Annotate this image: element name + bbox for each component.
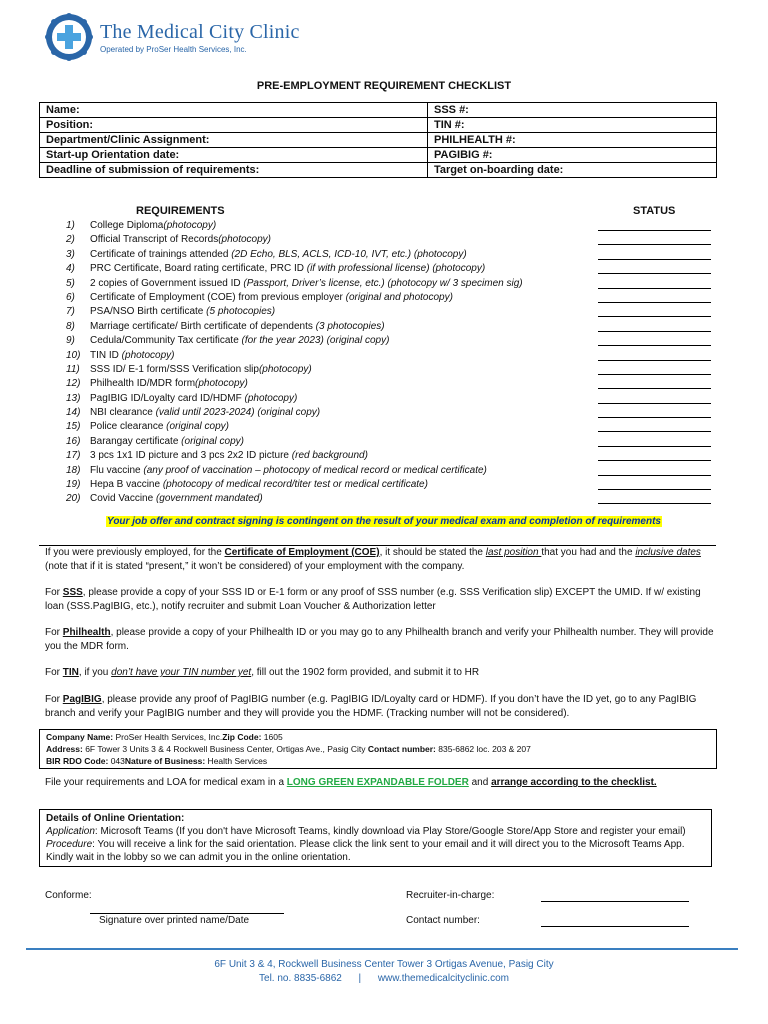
requirement-text: Certificate of trainings attended (2D Echo, BLS, ACLS, ICD-10, IVT, etc.) (photocopy): [90, 248, 467, 260]
requirement-number: 19): [66, 479, 81, 491]
status-line[interactable]: [598, 345, 711, 346]
status-line[interactable]: [598, 489, 711, 490]
requirement-item: [66, 262, 716, 276]
status-line[interactable]: [598, 374, 711, 375]
requirement-item: [66, 233, 716, 247]
file-instructions: File your requirements and LOA for medical exam in a LONG GREEN EXPANDABLE FOLDER and arrange according to the checklist.: [45, 777, 657, 788]
status-line[interactable]: [598, 244, 711, 245]
info-field-left[interactable]: Deadline of submission of requirements:: [40, 163, 428, 178]
requirement-number: 8): [66, 320, 75, 332]
status-line[interactable]: [598, 460, 711, 461]
pagibig-paragraph: For PagIBIG, please provide any proof of PagIBIG number (e.g. PagIBIG ID/Loyalty card or HDMF). If you don’t have the ID yet, go to any PagIBIG branch and verify your PagIBIG number and they will provide you the HDMF. (Tracking number will not be considered).: [45, 694, 697, 719]
requirement-item: [66, 363, 716, 377]
coe-paragraph: If you were previously employed, for the Certificate of Employment (COE), it should be stated the last position that you had and the inclusive dates (note that if it is stated “present,” it won’t be considered) of your employment with the company.: [45, 547, 701, 572]
requirement-text: Flu vaccine (any proof of vaccination – photocopy of medical record or medical certificate): [90, 464, 487, 476]
orientation-application: Application: Microsoft Teams (If you don't have Microsoft Teams, kindly download via Play Store/Google Store/App Store and register your email): [46, 826, 686, 837]
conforme-label: Conforme:: [45, 890, 92, 901]
requirement-item: [66, 392, 716, 406]
footer-divider: [26, 948, 738, 950]
company-name-line: Company Name: ProSer Health Services, Inc.Zip Code: 1605: [46, 732, 283, 742]
info-field-left[interactable]: Name:: [40, 103, 428, 118]
requirement-item: [66, 334, 716, 348]
footer-tel: Tel. no. 8835-6862: [259, 973, 342, 984]
company-details-box: [39, 729, 717, 769]
requirement-text: 2 copies of Government issued ID (Passport, Driver’s license, etc.) (photocopy w/ 3 specimen sig): [90, 277, 523, 289]
footer-address: 6F Unit 3 & 4, Rockwell Business Center Tower 3 Ortigas Avenue, Pasig City: [214, 959, 554, 970]
footer-contact: Tel. no. 8835-6862 | www.themedicalcityclinic.com: [259, 973, 509, 984]
requirement-number: 3): [66, 248, 75, 260]
requirement-text: NBI clearance (valid until 2023-2024) (original copy): [90, 407, 321, 419]
employee-info-table: [39, 102, 717, 178]
company-address-line: Address: 6F Tower 3 Units 3 & 4 Rockwell Business Center, Ortigas Ave., Pasig City Contact number: 835-6862 loc. 203 & 207: [46, 744, 531, 754]
orientation-title: Details of Online Orientation:: [46, 813, 185, 824]
requirements-list: [66, 219, 716, 507]
requirement-number: 14): [66, 407, 81, 419]
status-line[interactable]: [598, 417, 711, 418]
requirement-number: 10): [66, 349, 81, 361]
requirement-text: Cedula/Community Tax certificate (for the year 2023) (original copy): [90, 335, 390, 347]
requirement-number: 12): [66, 378, 81, 390]
requirement-text: SSS ID/ E-1 form/SSS Verification slip(photocopy): [90, 363, 312, 375]
requirement-item: [66, 291, 716, 305]
status-line[interactable]: [598, 446, 711, 447]
status-line[interactable]: [598, 316, 711, 317]
requirement-text: 3 pcs 1x1 ID picture and 3 pcs 2x2 ID picture (red background): [90, 450, 368, 462]
info-field-left[interactable]: Department/Clinic Assignment:: [40, 133, 428, 148]
requirement-text: PRC Certificate, Board rating certificate, PRC ID (if with professional license) (photocopy): [90, 263, 486, 275]
requirement-text: Official Transcript of Records(photocopy): [90, 234, 272, 246]
status-line[interactable]: [598, 388, 711, 389]
requirement-item: [66, 449, 716, 463]
contingency-notice: Your job offer and contract signing is contingent on the result of your medical exam and completion of requirements: [107, 516, 661, 527]
status-line[interactable]: [598, 431, 711, 432]
requirement-text: Police clearance (original copy): [90, 421, 229, 433]
info-field-left[interactable]: Position:: [40, 118, 428, 133]
status-line[interactable]: [598, 475, 711, 476]
requirements-heading: REQUIREMENTS: [136, 205, 225, 217]
status-line[interactable]: [598, 288, 711, 289]
status-line[interactable]: [598, 273, 711, 274]
requirement-number: 5): [66, 277, 75, 289]
info-field-left[interactable]: Start-up Orientation date:: [40, 148, 428, 163]
signature-line: [90, 913, 284, 914]
status-heading: STATUS: [633, 205, 676, 217]
org-name: The Medical City Clinic: [100, 20, 300, 43]
info-row: [40, 103, 717, 118]
info-field-right[interactable]: SSS #:: [428, 103, 717, 118]
requirement-text: PSA/NSO Birth certificate (5 photocopies): [90, 306, 276, 318]
requirement-item: [66, 349, 716, 363]
info-row: [40, 118, 717, 133]
info-row: [40, 133, 717, 148]
philhealth-paragraph: For Philhealth, please provide a copy of your Philhealth ID or you may go to any Philhealth branch and verify your Philhealth number. They will provide you the MDR form.: [45, 627, 714, 652]
recruiter-line: [541, 901, 689, 902]
contact-number-label: Contact number:: [406, 915, 480, 926]
requirement-number: 17): [66, 450, 81, 462]
orientation-procedure: Procedure: You will receive a link for the said orientation. Please click the link sent to your email and it will direct you to the Microsoft Teams App. Kindly wait in the lobby so we can admit you in the online orientation.: [46, 839, 685, 863]
status-line[interactable]: [598, 331, 711, 332]
requirement-item: [66, 478, 716, 492]
footer-website[interactable]: www.themedicalcityclinic.com: [377, 973, 509, 984]
requirement-item: [66, 464, 716, 478]
contact-number-line: [541, 926, 689, 927]
requirement-text: Certificate of Employment (COE) from previous employer (original and photocopy): [90, 291, 453, 303]
sss-paragraph: For SSS, please provide a copy of your SSS ID or E-1 form or any proof of SSS number (e.g. SSS Verification slip) EXCEPT the UMID. If w/ existing loan (SSS.PagIBIG, etc.), notify recruiter and submit Loan Voucher & Authorization letter: [45, 587, 701, 612]
requirement-text: Hepa B vaccine (photocopy of medical record/titer test or medical certificate): [90, 479, 428, 491]
requirement-text: College Diploma(photocopy): [90, 220, 217, 231]
requirement-number: 15): [66, 421, 81, 433]
requirement-number: 20): [66, 493, 81, 505]
requirement-item: [66, 406, 716, 420]
clinic-seal-icon: [44, 12, 94, 62]
requirement-text: PagIBIG ID/Loyalty card ID/HDMF (photocopy): [90, 392, 298, 404]
requirement-text: TIN ID (photocopy): [90, 349, 175, 361]
requirement-number: 16): [66, 435, 81, 447]
requirement-number: 1): [66, 220, 75, 231]
requirement-number: 2): [66, 234, 75, 246]
requirement-item: [66, 420, 716, 434]
info-row: [40, 163, 717, 178]
signature-caption: Signature over printed name/Date: [99, 915, 250, 926]
status-line[interactable]: [598, 302, 711, 303]
requirement-number: 7): [66, 306, 75, 318]
status-line[interactable]: [598, 360, 711, 361]
online-orientation-box: [39, 809, 712, 867]
info-field-right[interactable]: Target on-boarding date:: [428, 163, 717, 178]
requirement-number: 9): [66, 335, 75, 347]
requirement-text: Barangay certificate (original copy): [90, 435, 244, 447]
requirement-item: [66, 248, 716, 262]
requirement-text: Philhealth ID/MDR form(photocopy): [90, 378, 248, 390]
requirement-item: [66, 305, 716, 319]
requirement-item: [66, 277, 716, 291]
info-field-right[interactable]: TIN #:: [428, 118, 717, 133]
requirement-item: [66, 219, 716, 233]
status-line[interactable]: [598, 403, 711, 404]
company-rdo-line: BIR RDO Code: 043Nature of Business: Health Services: [46, 756, 268, 766]
requirement-number: 4): [66, 263, 75, 275]
requirement-item: [66, 320, 716, 334]
requirement-text: Marriage certificate/ Birth certificate of dependents (3 photocopies): [90, 320, 385, 332]
info-field-right[interactable]: PAGIBIG #:: [428, 148, 717, 163]
status-line[interactable]: [598, 503, 711, 504]
requirement-number: 13): [66, 392, 81, 404]
status-line[interactable]: [598, 259, 711, 260]
document-title: PRE-EMPLOYMENT REQUIREMENT CHECKLIST: [256, 80, 512, 92]
operator-line: Operated by ProSer Health Services, Inc.: [100, 44, 247, 54]
requirement-number: 11): [66, 363, 80, 375]
tin-paragraph: For TIN, if you don’t have your TIN number yet, fill out the 1902 form provided, and submit it to HR: [45, 667, 480, 678]
info-row: [40, 148, 717, 163]
requirement-item: [66, 492, 716, 506]
requirement-number: 6): [66, 291, 75, 303]
status-line[interactable]: [598, 230, 711, 231]
clinic-logo: [44, 12, 300, 62]
info-field-right[interactable]: PHILHEALTH #:: [428, 133, 717, 148]
recruiter-label: Recruiter-in-charge:: [406, 890, 495, 901]
requirement-item: [66, 435, 716, 449]
requirement-item: [66, 377, 716, 391]
requirement-text: Covid Vaccine (government mandated): [90, 493, 263, 505]
requirement-number: 18): [66, 464, 81, 476]
